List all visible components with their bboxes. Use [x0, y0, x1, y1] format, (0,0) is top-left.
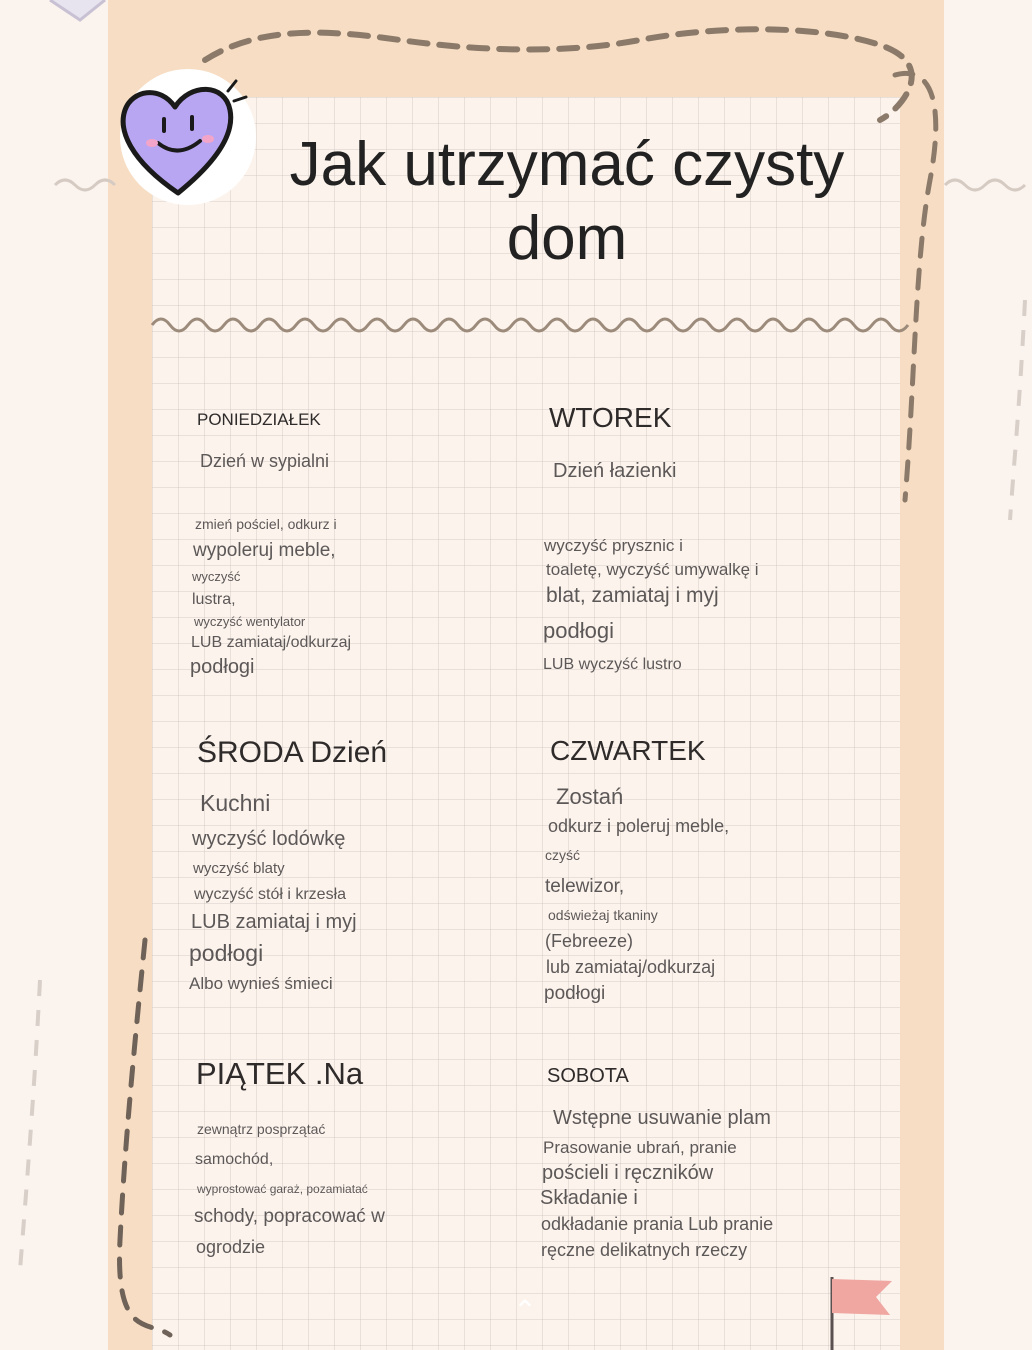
day-name: ŚRODA Dzień — [197, 736, 388, 769]
task-line: czyść — [545, 847, 580, 863]
day-name: PONIEDZIAŁEK — [197, 410, 321, 429]
task-line: Składanie i — [540, 1187, 638, 1209]
task-line: lustra, — [192, 591, 236, 608]
scroll-up-icon[interactable]: ⌃ — [513, 1295, 537, 1326]
task-line: wyczyść wentylator — [194, 614, 306, 629]
task-line: zmień pościel, odkurz i — [195, 516, 337, 532]
day-name: SOBOTA — [547, 1065, 629, 1087]
task-line: pościeli i ręczników — [542, 1162, 714, 1184]
task-line: podłogi — [190, 656, 255, 678]
task-line: odkładanie prania Lub pranie — [541, 1214, 774, 1234]
day-subtitle: Zostań — [556, 784, 624, 809]
day-subtitle: Dzień łazienki — [553, 460, 677, 482]
task-line: LUB wyczyść lustro — [543, 656, 682, 673]
task-line: ogrodzie — [196, 1237, 266, 1257]
page-title: Jak utrzymać czysty dom — [289, 130, 845, 273]
day-subtitle: Dzień w sypialni — [200, 451, 330, 471]
task-line: wyczyść lodówkę — [192, 828, 346, 850]
background-left — [0, 0, 108, 1350]
task-line: odkurz i poleruj meble, — [548, 816, 730, 836]
task-line: LUB zamiataj i myj — [191, 911, 357, 933]
task-line: schody, popracować w — [194, 1206, 385, 1227]
task-line: Albo wynieś śmieci — [189, 974, 333, 993]
task-line: wyprostować garaż, pozamiatać — [197, 1182, 368, 1196]
task-line: wypoleruj meble, — [193, 540, 336, 561]
task-line: Wstępne usuwanie plam — [553, 1107, 771, 1129]
smiling-heart-icon — [110, 55, 260, 205]
task-line: podłogi — [544, 983, 606, 1004]
task-line: odświeżaj tkaniny — [548, 907, 658, 923]
day-subtitle: Kuchni — [200, 790, 271, 816]
task-line: blat, zamiataj i myj — [546, 584, 719, 607]
task-line: samochód, — [195, 1151, 274, 1168]
task-line: LUB zamiataj/odkurzaj — [191, 634, 352, 651]
task-line: zewnątrz posprzątać — [197, 1121, 326, 1137]
task-line: podłogi — [189, 940, 264, 966]
day-name: WTOREK — [549, 402, 672, 433]
flag-icon — [826, 1275, 896, 1350]
task-line: wyczyść prysznic i — [544, 536, 683, 555]
task-line: lub zamiataj/odkurzaj — [546, 957, 716, 977]
task-line: (Febreeze) — [545, 931, 634, 951]
day-name: PIĄTEK .Na — [196, 1056, 364, 1091]
task-line: toaletę, wyczyść umywalkę i — [546, 560, 759, 579]
task-line: wyczyść — [192, 569, 241, 584]
task-line: ręczne delikatnych rzeczy — [541, 1240, 748, 1260]
task-line: telewizor, — [545, 876, 625, 897]
task-line: podłogi — [543, 618, 614, 643]
task-line: wyczyść stół i krzesła — [194, 886, 347, 903]
task-line: wyczyść blaty — [193, 860, 285, 877]
background-right — [944, 0, 1032, 1350]
task-line: Prasowanie ubrań, pranie — [543, 1138, 737, 1157]
day-name: CZWARTEK — [550, 735, 706, 766]
